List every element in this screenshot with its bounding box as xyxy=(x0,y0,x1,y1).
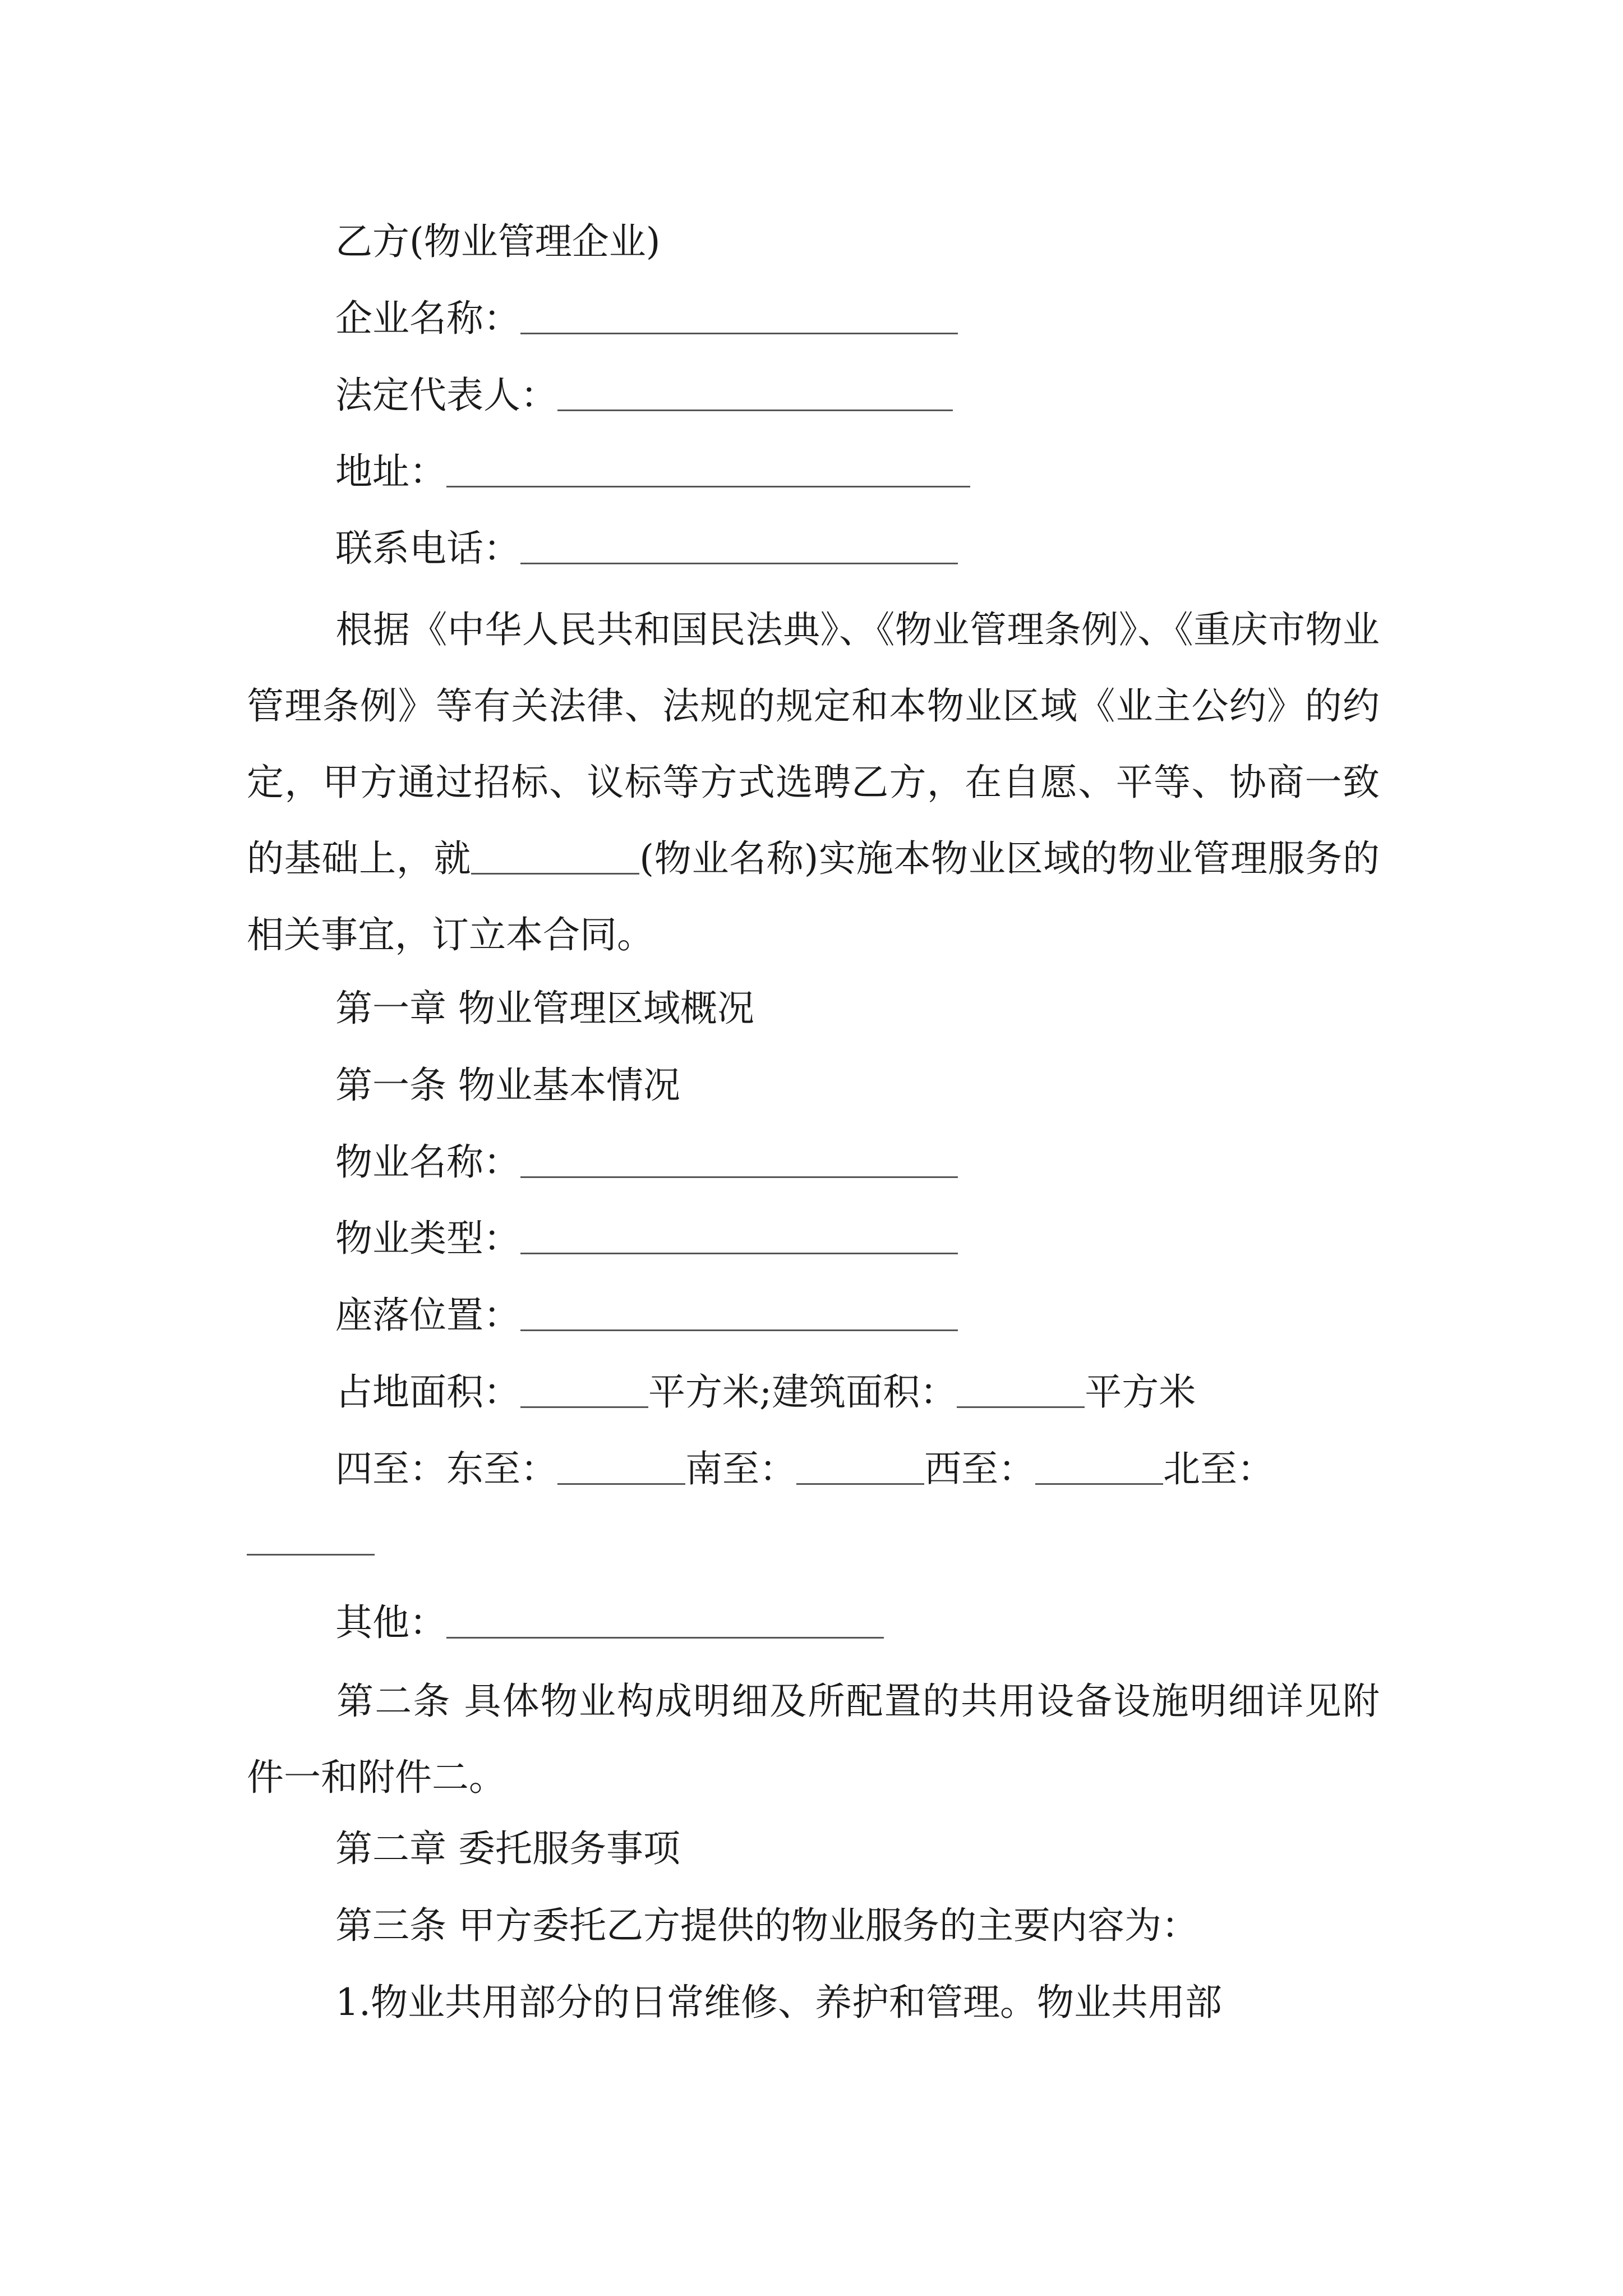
address-blank[interactable] xyxy=(446,463,970,487)
article-1-title: 第一条 物业基本情况 xyxy=(335,1064,680,1107)
south-blank[interactable] xyxy=(796,1461,924,1485)
phone-row xyxy=(335,527,958,570)
preamble-paragraph xyxy=(247,592,1380,973)
company-name-label: 企业名称： xyxy=(335,297,520,340)
address-label: 地址： xyxy=(335,450,446,493)
chapter-1-title: 第一章 物业管理区域概况 xyxy=(335,987,754,1030)
south-label: 南至： xyxy=(685,1447,796,1490)
item-1-text: 1.物业共用部分的日常维修、养护和管理。物业共用部 xyxy=(335,1981,1222,2024)
property-type-blank[interactable] xyxy=(520,1230,958,1254)
article-3-title: 第三条 甲方委托乙方提供的物业服务的主要内容为： xyxy=(335,1904,1198,1947)
north-blank[interactable] xyxy=(247,1531,375,1556)
location-row xyxy=(335,1294,958,1337)
area-row xyxy=(335,1370,1196,1414)
north-label: 北至： xyxy=(1163,1447,1274,1490)
property-name-row xyxy=(335,1140,958,1184)
company-name-blank[interactable] xyxy=(520,310,958,334)
east-blank[interactable] xyxy=(557,1461,685,1485)
other-row xyxy=(335,1601,884,1644)
property-name-inline-blank[interactable] xyxy=(471,850,639,875)
area-unit-label: 平方米 xyxy=(1085,1370,1196,1414)
location-blank[interactable] xyxy=(520,1307,958,1331)
building-area-label: 平方米;建筑面积： xyxy=(648,1370,957,1414)
preamble-text-2: (物业名称)实施本物业区域的物业管理服务的相关事宜，订立本合同。 xyxy=(247,837,1380,956)
legal-rep-row xyxy=(335,374,953,417)
property-type-row xyxy=(335,1217,958,1260)
legal-rep-label: 法定代表人： xyxy=(335,374,557,417)
building-area-blank[interactable] xyxy=(957,1384,1085,1408)
chapter-2-title: 第二章 委托服务事项 xyxy=(335,1827,680,1870)
party-b-heading: 乙方(物业管理企业) xyxy=(335,220,661,263)
preamble-text-1: 根据《中华人民共和国民法典》、《物业管理条例》、《重庆市物业管理条例》等有关法律、法规的规定和本物业区域《业主公约》的约定，甲方通过招标、议标等方式选聘乙方，在自愿、平等、协商一致的基础上，就 xyxy=(247,608,1380,880)
east-label: 四至：东至： xyxy=(335,1447,557,1490)
phone-label: 联系电话： xyxy=(335,527,520,570)
boundaries-row xyxy=(335,1447,1274,1490)
article-2-paragraph: 第二条 具体物业构成明细及所配置的共用设备设施明细详见附件一和附件二。 xyxy=(247,1680,1380,1799)
land-area-label: 占地面积： xyxy=(335,1370,520,1414)
property-name-label: 物业名称： xyxy=(335,1140,520,1184)
phone-blank[interactable] xyxy=(520,540,958,564)
address-row xyxy=(335,450,970,493)
other-label: 其他： xyxy=(335,1601,446,1644)
legal-rep-blank[interactable] xyxy=(557,387,953,411)
property-name-blank[interactable] xyxy=(520,1154,958,1178)
company-name-row xyxy=(335,297,958,340)
land-area-blank[interactable] xyxy=(520,1384,648,1408)
location-label: 座落位置： xyxy=(335,1294,520,1337)
west-label: 西至： xyxy=(924,1447,1035,1490)
other-blank[interactable] xyxy=(446,1614,884,1639)
property-type-label: 物业类型： xyxy=(335,1217,520,1260)
west-blank[interactable] xyxy=(1035,1461,1163,1485)
